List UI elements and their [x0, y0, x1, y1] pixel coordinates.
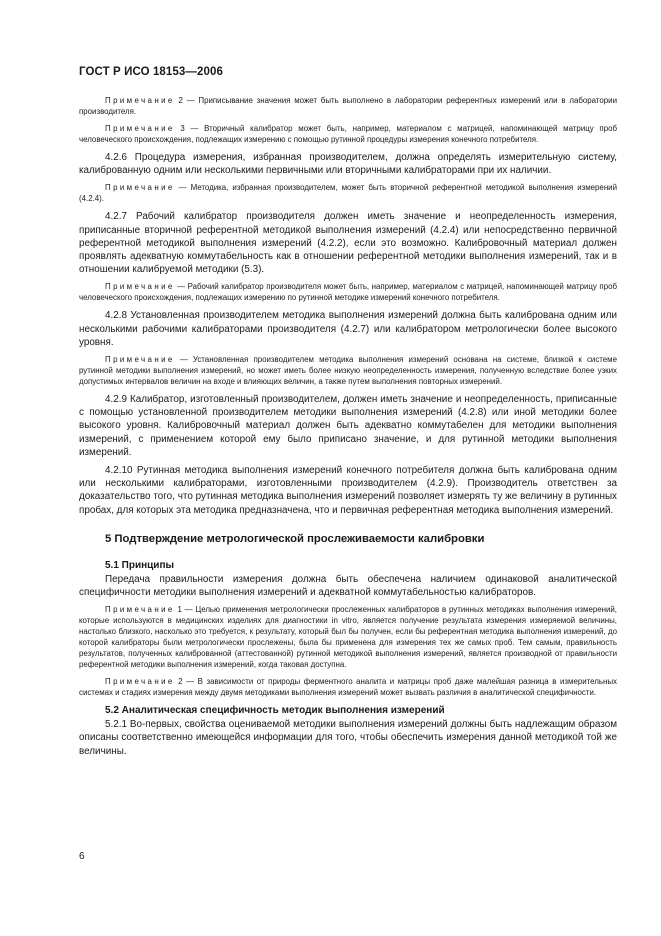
body-paragraph: 4.2.7 Рабочий калибратор производителя должен иметь значение и неопределенность измерения, приписанные вторичной референтной методикой выполнения измерений (4.2.4) или непосредственно первичной референтной методикой выполнения измерений (4.2.2), если это возможно. Калибровочный материал должен проявлять адекватную коммутабельность как в отношении референтной методики выполнения измерений, так и в отношении калибруемой методики (5.3). — [79, 211, 617, 276]
note-text: 2 — Приписывание значения может быть выполнено в лаборатории референтных измерений или в лаборатории производителя. — [79, 96, 617, 116]
note-text: 1 — Целью применения метрологически прослеженных калибраторов в рутинных методиках выполнения измерений, которые используются в медицинских изделиях для диагностики in vitro, является получение результата измерения измеряемой величины, настолько близкого, насколько это требуется, к результату, который был бы получен, если бы референтная методика выполнения измерений, до которой калибраторы были метрологически прослежены, была бы применена для измерения тех же самых проб. Тем самым, правильность результатов, полученных калиброванной (аттестованной) рутинной методикой выполнения измерений, является производной от правильности референтной методики выполнения измерений, когда таковая доступна. — [79, 605, 617, 670]
document-header: ГОСТ Р ИСО 18153—2006 — [79, 66, 224, 78]
note-label: Примечание — [105, 677, 175, 687]
subsection-heading: 5.2 Аналитическая специфичность методик выполнения измерений — [105, 705, 445, 717]
note-paragraph — [79, 281, 617, 303]
note-paragraph — [79, 95, 617, 117]
note-label: Примечание — [105, 124, 175, 133]
subsection-heading: 5.1 Принципы — [105, 559, 175, 571]
note-label: Примечание — [105, 183, 175, 193]
note-label: Примечание — [105, 605, 175, 615]
note-text: 3 — Вторичный калибратор может быть, например, материалом с матрицей, напоминающей матрицу проб человеческого происхождения, подлежащих измерению с помощью рутинной процедуры измерения конечного потребителя. — [79, 124, 617, 144]
section-heading: 5 Подтверждение метрологической прослеживаемости калибровки — [105, 532, 485, 545]
note-label: Примечание — [105, 282, 175, 292]
body-paragraph: 4.2.6 Процедура измерения, избранная производителем, должна определять измерительную систему, калиброванную одним или несколькими первичными или вторичными калибраторами при их наличии. — [79, 152, 617, 177]
body-paragraph: 5.2.1 Во-первых, свойства оцениваемой методики выполнения измерений должны быть надлежащим образом описаны соответственно имеющейся информации для того, чтобы обеспечить измерения данной методикой той же величины. — [79, 719, 617, 757]
note-label: Примечание — [105, 96, 175, 105]
note-paragraph — [79, 354, 617, 387]
note-text: — Методика, избранная производителем, может быть вторичной референтной методикой выполнения измерений (4.2.4). — [79, 183, 617, 204]
note-text: — Установленная производителем методика выполнения измерений основана на системе, близкой к системе рутинной методики выполнения измерений, но может иметь более низкую неопределенность измерения, полученную вследствие более узких допустимых интервалов величин на входе и влияющих величин, а также путем выполнения повторных измерений. — [79, 355, 617, 387]
note-text: 2 — В зависимости от природы ферментного аналита и матрицы проб даже малейшая разница в измерительных системах и стадиях измерения между двумя методиками выполнения измерений может вызвать различия в аналитической специфичности. — [79, 677, 617, 698]
body-paragraph: 4.2.9 Калибратор, изготовленный производителем, должен иметь значение и неопределенность, приписанные с помощью установленной производителем методики выполнения измерений (4.2.8) или иной методики более высокого уровня. Калибровочный материал должен быть адекватно коммутабелен для методики выполнения измерений, с применением которой ему было приписано значение, и для рутинной методики выполнения измерений. — [79, 394, 617, 458]
body-paragraph: 4.2.8 Установленная производителем методика выполнения измерений должна быть калибрована одним или несколькими рабочими калибраторами производителя (4.2.7) или калибратором метрологически более высокого уровня. — [79, 310, 617, 348]
note-paragraph — [79, 182, 617, 204]
body-paragraph: 4.2.10 Рутинная методика выполнения измерений конечного потребителя должна быть калибрована одним или несколькими калибраторами, изготовленными производителем (4.2.9). Производитель ответствен за доказательство того, что рутинная методика выполнения измерений позволяет измерять ту же величину в рутинных пробах, для которых эта методика предназначена, что и первичная референтная методика выполнения измерений. — [79, 465, 617, 516]
note-label: Примечание — [105, 355, 175, 365]
document-body — [79, 95, 617, 763]
body-paragraph: Передача правильности измерения должна быть обеспечена наличием одинаковой аналитической специфичности методики выполнения измерений и адекватной коммутабельностью калибраторов. — [79, 573, 617, 599]
note-text: — Рабочий калибратор производителя может быть, например, материалом с матрицей, напоминающей матрицу проб человеческого происхождения, подлежащих измерению по рутинной методике измерений конечного потребителя. — [79, 282, 617, 303]
page-number: 6 — [79, 851, 85, 862]
note-paragraph — [79, 676, 617, 698]
note-paragraph — [79, 604, 617, 670]
note-paragraph — [79, 123, 617, 145]
